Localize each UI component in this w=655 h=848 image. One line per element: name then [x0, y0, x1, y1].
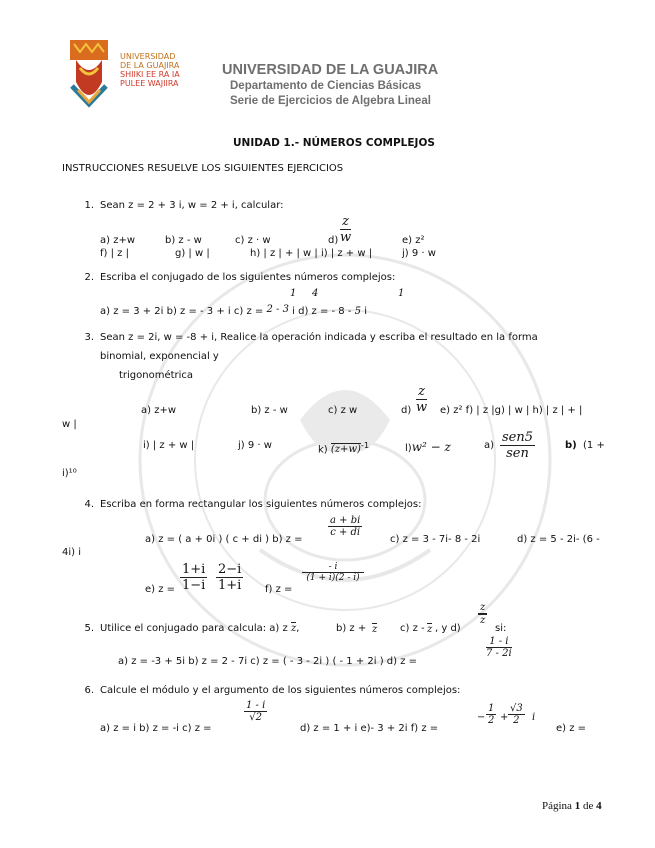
ex3-item-j: j) 9 · w [238, 440, 272, 451]
ex1-item-c: c) z · w [235, 235, 271, 246]
ex3-fraction-z-w: $\frac{z}{w}$ [416, 384, 428, 415]
ex2-numerator-1b: 1 [398, 288, 405, 299]
unit-title: UNIDAD 1.- NÚMEROS COMPLEJOS [233, 137, 435, 149]
exercise-2-prompt: 2. Escriba el conjugado de los siguientes números complejos: [84, 272, 396, 283]
ex3-item-a2: a) [484, 440, 495, 451]
ex1-item-h-i: h) | z | + | w | i) | z + w | [250, 248, 373, 259]
ex1-item-g: g) | w | [175, 248, 210, 259]
ex4-item-d: d) z = 5 - 2i- (6 - [517, 534, 600, 545]
ex4-fraction-f: $\frac{- i}{(1 + i)(2 - i)}$ [302, 562, 364, 583]
ex2-items: a) z = 3 + 2i b) z = - 3 + i c) z = 2 - 3 i d) z = - 8 - 5 i [100, 304, 367, 317]
ex4-fraction-e2: $\frac{2-i}{1+i}$ [218, 562, 242, 593]
ex5-si: si: [495, 623, 507, 634]
ex5-items: a) z = -3 + 5i b) z = 2 - 7i c) z = ( - 3 - 2i ) ( - 1 + 2i ) d) z = [118, 656, 418, 667]
ex6-fraction-c: $\frac{1 - i}{√2}$ [246, 700, 266, 723]
ex3-item-c: c) z w [328, 405, 358, 416]
ex4-items-a-b: a) z = ( a + 0i ) ( c + di ) b) z = [145, 534, 303, 545]
ex4-item-f: f) z = [265, 584, 293, 595]
exercise-5-prompt: 5. Utilice el conjugado para calcula: a) z z, [84, 623, 300, 634]
ex3-item-d: d) [401, 405, 412, 416]
ex6-item-e2: e) z = [556, 723, 587, 734]
ex5-fraction-d: $\frac{1 - i}{7 - 2i}$ [486, 636, 512, 659]
ex3-item-a: a) z+w [141, 405, 177, 416]
ex6-items-a-c: a) z = i b) z = -i c) z = [100, 723, 212, 734]
exercise-3-prompt-line2: binomial, exponencial y [100, 351, 219, 362]
ex6-fraction-f1: $\frac{1}{2}$ [488, 703, 495, 726]
ex1-item-a: a) z+w [100, 235, 136, 246]
exercise-6-prompt: 6. Calcule el módulo y el argumento de los siguientes números complejos: [84, 685, 461, 696]
ex1-fraction-z-w: $\frac{z}{w}$ [340, 214, 352, 245]
ex5-item-d: , y d) [435, 623, 461, 634]
ex5-item-b: b) z + [336, 623, 367, 634]
ex3-item-b2-label: b) [565, 440, 577, 451]
ex1-item-d: d) [328, 235, 339, 246]
ex3-row2-wrap: i)¹⁰ [62, 468, 77, 479]
exercise-4-prompt: 4. Escriba en forma rectangular los siguientes números complejos: [84, 499, 422, 510]
ex5-conj-z-b: z [372, 624, 378, 635]
ex6-fraction-f2: $\frac{√3}{2}$ [510, 703, 523, 726]
ex5-fraction-z-conj: $\frac{z}{z}$ [480, 602, 486, 626]
ex4-fraction-e1: $\frac{1+i}{1-i}$ [182, 562, 206, 593]
ex6-f-plus: + [500, 712, 509, 723]
series-name: Serie de Ejercicios de Algebra Lineal [230, 95, 431, 107]
ex5-item-c: c) z - [400, 623, 425, 634]
ex3-item-i: i) | z + w | [143, 440, 195, 451]
ex1-item-f: f) | z | [100, 248, 129, 259]
ex3-item-k: k) $(z+w)^{-1}$ [318, 440, 370, 456]
exercise-3-prompt: 3. Sean z = 2i, w = -8 + i, Realice la operación indicada y escriba el resultado en la forma [84, 332, 538, 343]
ex2-numerator-1: 1 [290, 288, 297, 299]
ex1-item-e: e) z² [402, 235, 425, 246]
ex3-row1-wrap: w | [62, 419, 77, 430]
ex6-f-minus: − [477, 712, 486, 723]
ex4-row1-wrap: 4i) i [62, 547, 81, 558]
page-number: Página 1 de 4 [542, 800, 602, 812]
ex4-item-e: e) z = [145, 584, 176, 595]
ex1-item-b: b) z - w [165, 235, 202, 246]
ex3-item-b2: (1 + [583, 440, 605, 451]
university-title: UNIVERSIDAD DE LA GUAJIRA [222, 62, 439, 78]
ex3-item-l: l)w² − z [405, 440, 451, 454]
university-logo [66, 38, 112, 108]
ex4-item-c: c) z = 3 - 7i- 8 - 2i [390, 534, 481, 545]
ex6-items-d-f: d) z = 1 + i e)- 3 + 2i f) z = [300, 723, 439, 734]
exercise-3-prompt-line3: trigonométrica [119, 370, 194, 381]
ex6-f-i: i [532, 712, 536, 723]
ex3-fraction-sen: sen5 sen [502, 430, 534, 461]
ex4-fraction-b: $\frac{a + bi}{c + di}$ [330, 515, 361, 538]
ex2-numerator-4: 4 [312, 288, 319, 299]
ex3-item-b: b) z - w [251, 405, 288, 416]
instructions: INSTRUCCIONES RESUELVE LOS SIGUIENTES EJERCICIOS [62, 163, 344, 174]
ex3-items-e-h: e) z² f) | z |g) | w | h) | z | + | [440, 405, 583, 416]
department-name: Departamento de Ciencias Básicas [230, 80, 422, 92]
ex1-item-j: j) 9 · w [402, 248, 436, 259]
logo-wordmark: UNIVERSIDAD DE LA GUAJIRA SHIIKI EE RA IA PULEE WAJIIRA [120, 52, 180, 88]
ex5-conj-z-c: z [427, 624, 433, 635]
exercise-1-prompt: 1. Sean z = 2 + 3 i, w = 2 + i, calcular: [84, 200, 284, 211]
